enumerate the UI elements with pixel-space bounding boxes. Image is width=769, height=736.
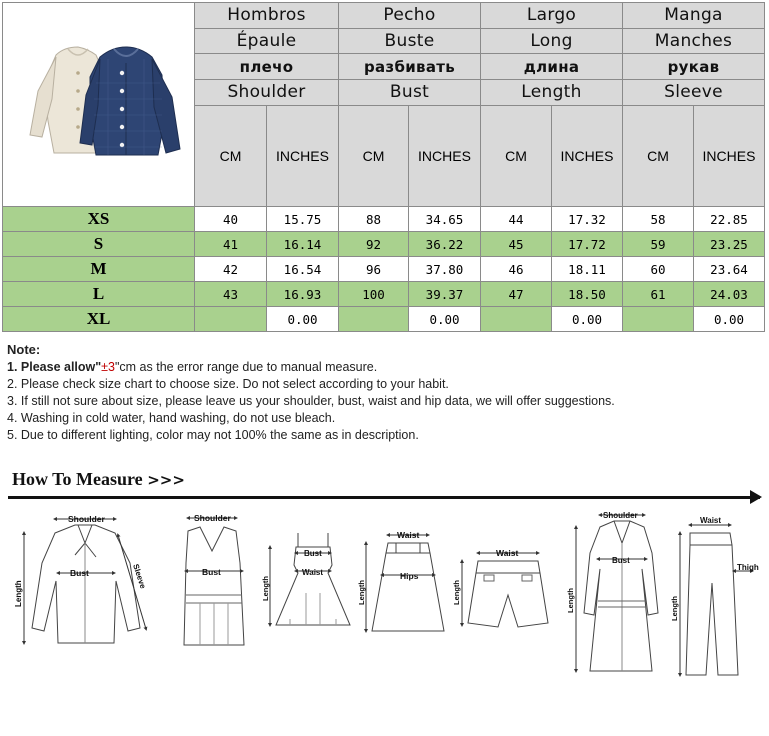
- table-row: [3, 307, 765, 332]
- header-es-sleeve: Manga: [623, 3, 765, 29]
- header-en-sleeve: Sleeve: [623, 79, 765, 105]
- table-cell: [195, 307, 267, 332]
- label-thigh: Thigh: [737, 563, 759, 572]
- unit-header: CM: [481, 105, 552, 207]
- table-cell: 92: [339, 232, 409, 257]
- note-line-2: 2. Please check size chart to choose size. Do not select according to your habit.: [7, 377, 449, 391]
- header-ru-length: длина: [481, 54, 623, 80]
- table-cell: 42: [195, 257, 267, 282]
- table-cell: 0.00: [267, 307, 339, 332]
- unit-header: CM: [195, 105, 267, 207]
- notes-title: Note:: [7, 342, 41, 357]
- header-ru-sleeve: рукав: [623, 54, 765, 80]
- label-waist: Waist: [302, 568, 324, 577]
- divider-line: [8, 496, 760, 499]
- label-length: Length: [670, 596, 679, 621]
- size-label: XS: [3, 207, 195, 232]
- arrows-icon: >>>: [147, 471, 185, 489]
- header-fr-length: Long: [481, 28, 623, 54]
- how-to-measure-title: [12, 469, 185, 490]
- table-cell: 0.00: [552, 307, 623, 332]
- table-row: [3, 207, 765, 232]
- vest-top-figure: [184, 518, 244, 645]
- table-cell: 39.37: [409, 282, 481, 307]
- label-bust: Bust: [202, 567, 221, 577]
- table-cell: 47: [481, 282, 552, 307]
- table-cell: 44: [481, 207, 552, 232]
- size-label: S: [3, 232, 195, 257]
- how-to-measure-text: How To Measure: [12, 469, 143, 489]
- table-row: [3, 257, 765, 282]
- table-cell: 46: [481, 257, 552, 282]
- header-ru-bust: разбивать: [339, 54, 481, 80]
- table-cell: 0.00: [694, 307, 765, 332]
- label-length: Length: [14, 580, 23, 607]
- table-cell: 37.80: [409, 257, 481, 282]
- table-cell: 15.75: [267, 207, 339, 232]
- unit-header: INCHES: [409, 105, 481, 207]
- table-cell: 17.32: [552, 207, 623, 232]
- table-cell: 59: [623, 232, 694, 257]
- note-line-4: 4. Washing in cold water, hand washing, do not use bleach.: [7, 411, 336, 425]
- note-1-bold: 1. Please allow": [7, 360, 102, 374]
- table-cell: 41: [195, 232, 267, 257]
- product-photo: [3, 3, 195, 207]
- header-fr-bust: Buste: [339, 28, 481, 54]
- table-cell: 17.72: [552, 232, 623, 257]
- table-row: [3, 232, 765, 257]
- table-cell: 16.54: [267, 257, 339, 282]
- label-shoulder: Shoulder: [603, 511, 638, 520]
- unit-header: INCHES: [694, 105, 765, 207]
- header-en-bust: Bust: [339, 79, 481, 105]
- label-length: Length: [566, 588, 575, 613]
- table-cell: 60: [623, 257, 694, 282]
- table-cell: 96: [339, 257, 409, 282]
- label-hips: Hips: [400, 571, 419, 581]
- dress-figure: [270, 533, 350, 625]
- trousers-figure: [680, 525, 752, 675]
- note-line-5: 5. Due to different lighting, color may not 100% the same as in description.: [7, 428, 419, 442]
- note-line-1: [7, 359, 747, 376]
- table-cell: 16.14: [267, 232, 339, 257]
- table-cell: 0.00: [409, 307, 481, 332]
- label-shoulder: Shoulder: [194, 513, 231, 523]
- header-ru-shoulder: плечо: [195, 54, 339, 80]
- label-shoulder: Shoulder: [68, 514, 105, 524]
- table-cell: 22.85: [694, 207, 765, 232]
- label-waist: Waist: [397, 530, 420, 540]
- coat-figure: [576, 515, 658, 671]
- unit-header: CM: [339, 105, 409, 207]
- header-es-shoulder: Hombros: [195, 3, 339, 29]
- table-cell: 40: [195, 207, 267, 232]
- table-cell: [481, 307, 552, 332]
- note-1-tolerance: ±3: [101, 360, 115, 374]
- label-waist: Waist: [496, 548, 519, 558]
- size-label: L: [3, 282, 195, 307]
- table-cell: 34.65: [409, 207, 481, 232]
- header-en-length: Length: [481, 79, 623, 105]
- table-cell: 58: [623, 207, 694, 232]
- table-cell: 36.22: [409, 232, 481, 257]
- size-chart-table: [2, 2, 765, 332]
- blouse-figure: [24, 519, 146, 643]
- label-bust: Bust: [304, 549, 322, 558]
- label-sleeve: Sleeve: [131, 562, 148, 590]
- table-cell: 24.03: [694, 282, 765, 307]
- skirt-figure: [366, 535, 444, 631]
- header-en-shoulder: Shoulder: [195, 79, 339, 105]
- note-line-3: 3. If still not sure about size, please leave us your shoulder, bust, waist and hip data, we will offer suggestions.: [7, 394, 615, 408]
- header-es-length: Largo: [481, 3, 623, 29]
- header-fr-sleeve: Manches: [623, 28, 765, 54]
- table-cell: 100: [339, 282, 409, 307]
- table-cell: 61: [623, 282, 694, 307]
- table-cell: 45: [481, 232, 552, 257]
- table-cell: 16.93: [267, 282, 339, 307]
- jacket-product-image: [4, 3, 194, 201]
- unit-header: INCHES: [552, 105, 623, 207]
- label-length: Length: [357, 580, 366, 605]
- size-label: XL: [3, 307, 195, 332]
- label-bust: Bust: [612, 556, 630, 565]
- label-length: Length: [452, 580, 461, 605]
- shorts-figure: [462, 553, 548, 627]
- table-cell: [339, 307, 409, 332]
- table-row: [3, 282, 765, 307]
- label-length: Length: [261, 576, 270, 601]
- notes-section: [7, 341, 747, 444]
- table-cell: [623, 307, 694, 332]
- divider-arrow-icon: [750, 490, 762, 504]
- table-cell: 88: [339, 207, 409, 232]
- label-bust: Bust: [70, 568, 89, 578]
- size-label: M: [3, 257, 195, 282]
- measurement-illustrations: [0, 503, 769, 693]
- table-cell: 18.11: [552, 257, 623, 282]
- table-cell: 18.50: [552, 282, 623, 307]
- unit-header: INCHES: [267, 105, 339, 207]
- table-cell: 23.64: [694, 257, 765, 282]
- note-1-rest: "cm as the error range due to manual measure.: [114, 360, 378, 374]
- table-cell: 43: [195, 282, 267, 307]
- header-fr-shoulder: Épaule: [195, 28, 339, 54]
- unit-header: CM: [623, 105, 694, 207]
- label-waist: Waist: [700, 516, 722, 525]
- header-es-bust: Pecho: [339, 3, 481, 29]
- table-cell: 23.25: [694, 232, 765, 257]
